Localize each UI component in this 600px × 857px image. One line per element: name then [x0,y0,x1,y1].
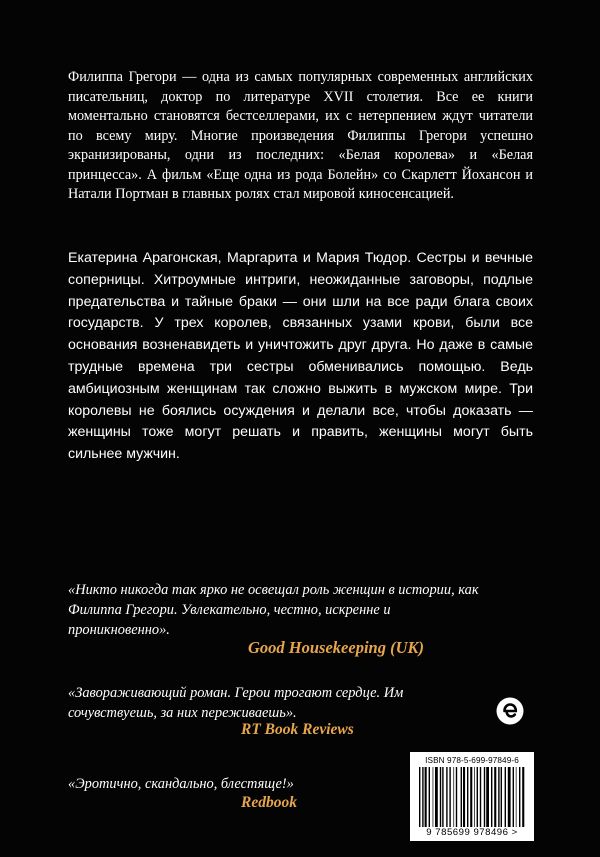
barcode-bar [440,767,441,827]
barcode-bar [519,767,520,827]
barcode-bar [516,767,517,827]
barcode-bar [491,767,492,827]
author-bio: Филиппа Грегори — одна из самых популярных современных английских писательниц, доктор по литературе XVII столетия. Все ее книги моментально становятся бестселлерами, их с нетерпением ждут читатели по всему миру. Многие произведения Филиппы Грегори успешно экранизированы, одни из последних: «Белая королева» и «Белая принцесса». А фильм «Еще одна из рода Болейн» со Скарлетт Йохансон и Натали Портман в главных ролях стал мировой киносенсацией. [68,69,533,202]
barcode-bar [449,767,450,827]
barcode-bar [474,767,475,827]
barcode-bar [453,767,454,827]
barcode-bar [422,767,423,827]
barcode-bar [435,767,438,827]
barcode-bar [484,767,485,827]
book-synopsis: Екатерина Арагонская, Маргарита и Мария Тюдор. Сестры и вечные соперницы. Хитроумные интриги, неожиданные заговоры, подлые предательства и тайные браки — они шли на все ради блага своих государств. У трех королев, связанных узами крови, были все основания возненавидеть и уничтожить друг друга. Но даже в самые трудные времена три сестры обменивались помощью. Ведь амбициозным женщинам так сложно выжить в мужском мире. Три королевы не боялись осуждения и делали все, чтобы доказать — женщины тоже могут решать и править, женщины могут быть сильнее мужчин. [68,250,533,463]
barcode-bar [513,767,514,827]
barcode-bar [442,767,443,827]
barcode-bar [501,767,502,827]
barcode-bar [446,767,447,827]
barcode-bar [429,767,430,827]
barcode-bar [456,767,457,827]
ean-digits: 9 785699 978496 > [426,827,518,838]
barcode-bar [477,767,478,827]
barcode-bar [505,767,506,827]
barcode-bar [480,767,481,827]
review-source-1: Good Housekeeping (UK) [248,638,424,657]
review-quote-3: «Эротично, скандально, блестяще!» [68,776,294,792]
barcode-bar [486,767,489,827]
barcode-label [410,752,534,841]
review-source-2: RT Book Reviews [241,721,354,738]
barcode-bar [433,767,434,827]
barcode-bar [425,767,427,827]
barcode-bar [508,767,511,827]
barcode-bar [467,767,468,827]
eksmo-logo-icon [496,697,524,725]
barcode-bar [463,767,465,827]
isbn-number: ISBN 978-5-699-97849-6 [425,756,519,765]
barcode-bar [419,767,420,827]
barcode-bar [470,767,472,827]
review-quote-1: «Никто никогда так ярко не освещал роль женщин в истории, как Филиппа Грегори. Увлекательно, честно, искренне и проникновенно». [68,582,479,638]
barcode-bars [419,767,525,827]
barcode-bar [498,767,499,827]
barcode-bar [522,767,524,827]
review-source-3: Redbook [241,794,297,811]
review-quote-2: «Завораживающий роман. Герои трогают сердце. Им сочувствуешь, за них переживаешь». [68,685,404,721]
barcode-bar [494,767,496,827]
barcode-bar [461,767,462,827]
